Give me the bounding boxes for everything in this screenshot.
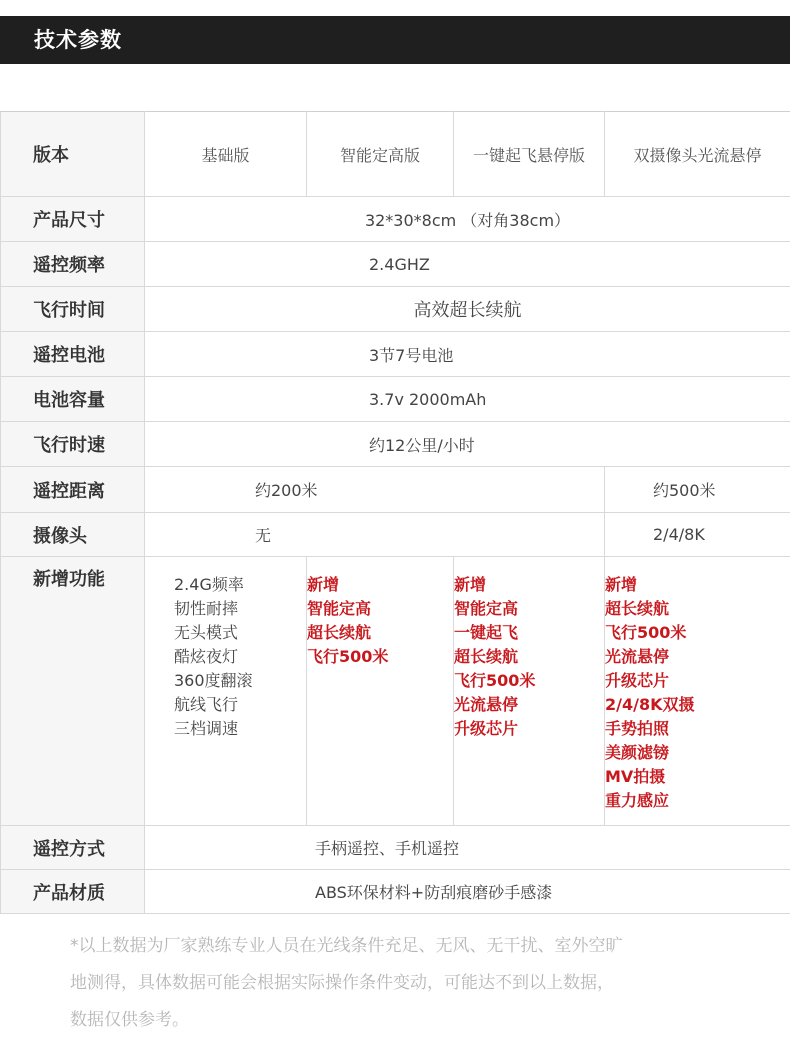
feature-item: 超长续航 [605, 599, 670, 618]
version-altitude: 智能定高版 [307, 112, 454, 197]
value-frequency: 2.4GHZ [145, 242, 790, 287]
feature-item: 新增 [307, 575, 340, 594]
value-control: 手柄遥控、手机遥控 [145, 826, 790, 870]
table-row-flight-time [1, 287, 790, 332]
section-title: 技术参数 [34, 28, 122, 52]
value-camera-basic: 无 [145, 513, 605, 557]
feature-item: 一键起飞 [454, 623, 519, 642]
features-altitude-list [307, 573, 453, 669]
feature-item: 光流悬停 [605, 647, 670, 666]
section-header [0, 16, 790, 64]
feature-item: 超长续航 [307, 623, 372, 642]
features-oneclick-list [454, 573, 604, 741]
row-label-remote-battery: 遥控电池 [1, 332, 145, 377]
value-range-dual: 约500米 [605, 467, 790, 513]
spec-table [0, 111, 790, 914]
table-row-material [1, 870, 790, 914]
feature-item: 无头模式 [174, 623, 239, 642]
feature-item: 美颜滤镑 [605, 743, 670, 762]
feature-item: MV拍摄 [605, 767, 666, 786]
value-flight-time: 高效超长续航 [145, 287, 790, 332]
feature-item: 新增 [605, 575, 638, 594]
feature-item: 360度翻滚 [174, 671, 253, 690]
version-dual: 双摄像头光流悬停 [605, 112, 790, 197]
feature-item: 智能定高 [307, 599, 372, 618]
feature-item: 升级芯片 [605, 671, 670, 690]
value-size: 32*30*8cm （对角38cm） [145, 197, 790, 242]
table-row-camera [1, 513, 790, 557]
table-row-remote-battery [1, 332, 790, 377]
row-label-version: 版本 [1, 112, 145, 197]
value-camera-dual: 2/4/8K [605, 513, 790, 557]
features-dual-list [605, 573, 790, 813]
feature-item: 酷炫夜灯 [174, 647, 239, 666]
value-range-basic: 约200米 [145, 467, 605, 513]
table-row-features [1, 557, 790, 826]
feature-item: 2/4/8K双摄 [605, 695, 695, 714]
row-label-size: 产品尺寸 [1, 197, 145, 242]
row-label-control: 遥控方式 [1, 826, 145, 870]
feature-item: 重力感应 [605, 791, 670, 810]
table-row-frequency [1, 242, 790, 287]
feature-item: 升级芯片 [454, 719, 519, 738]
version-oneclick: 一键起飞悬停版 [454, 112, 605, 197]
feature-item: 飞行500米 [605, 623, 687, 642]
value-battery-capacity: 3.7v 2000mAh [145, 377, 790, 422]
feature-item: 智能定高 [454, 599, 519, 618]
row-label-battery-capacity: 电池容量 [1, 377, 145, 422]
features-altitude [307, 557, 454, 826]
footnote-line: 地测得，具体数据可能会根据实际操作条件变动，可能达不到以上数据， [70, 973, 614, 993]
features-oneclick [454, 557, 605, 826]
table-row-version [1, 112, 790, 197]
features-dual [605, 557, 790, 826]
feature-item: 2.4G频率 [174, 575, 244, 594]
value-flight-speed: 约12公里/小时 [145, 422, 790, 467]
feature-item: 光流悬停 [454, 695, 519, 714]
row-label-material: 产品材质 [1, 870, 145, 914]
table-row-range [1, 467, 790, 513]
footnote-line: *以上数据为厂家熟练专业人员在光线条件充足、无风、无干扰、室外空旷 [70, 936, 623, 956]
row-label-range: 遥控距离 [1, 467, 145, 513]
feature-item: 三档调速 [174, 719, 239, 738]
table-row-control [1, 826, 790, 870]
feature-item: 韧性耐摔 [174, 599, 239, 618]
row-label-camera: 摄像头 [1, 513, 145, 557]
row-label-flight-time: 飞行时间 [1, 287, 145, 332]
table-row-battery-capacity [1, 377, 790, 422]
features-basic [145, 557, 307, 826]
table-row-flight-speed [1, 422, 790, 467]
feature-item: 手势拍照 [605, 719, 670, 738]
feature-item: 航线飞行 [174, 695, 239, 714]
feature-item: 新增 [454, 575, 487, 594]
table-row-size [1, 197, 790, 242]
footnote [70, 928, 750, 1039]
features-basic-list [145, 573, 306, 741]
version-basic: 基础版 [145, 112, 307, 197]
feature-item: 飞行500米 [307, 647, 389, 666]
footnote-line: 数据仅供参考。 [70, 1010, 189, 1030]
row-label-flight-speed: 飞行时速 [1, 422, 145, 467]
row-label-frequency: 遥控频率 [1, 242, 145, 287]
feature-item: 超长续航 [454, 647, 519, 666]
value-material: ABS环保材料+防刮痕磨砂手感漆 [145, 870, 790, 914]
value-remote-battery: 3节7号电池 [145, 332, 790, 377]
row-label-features: 新增功能 [1, 557, 145, 826]
feature-item: 飞行500米 [454, 671, 536, 690]
